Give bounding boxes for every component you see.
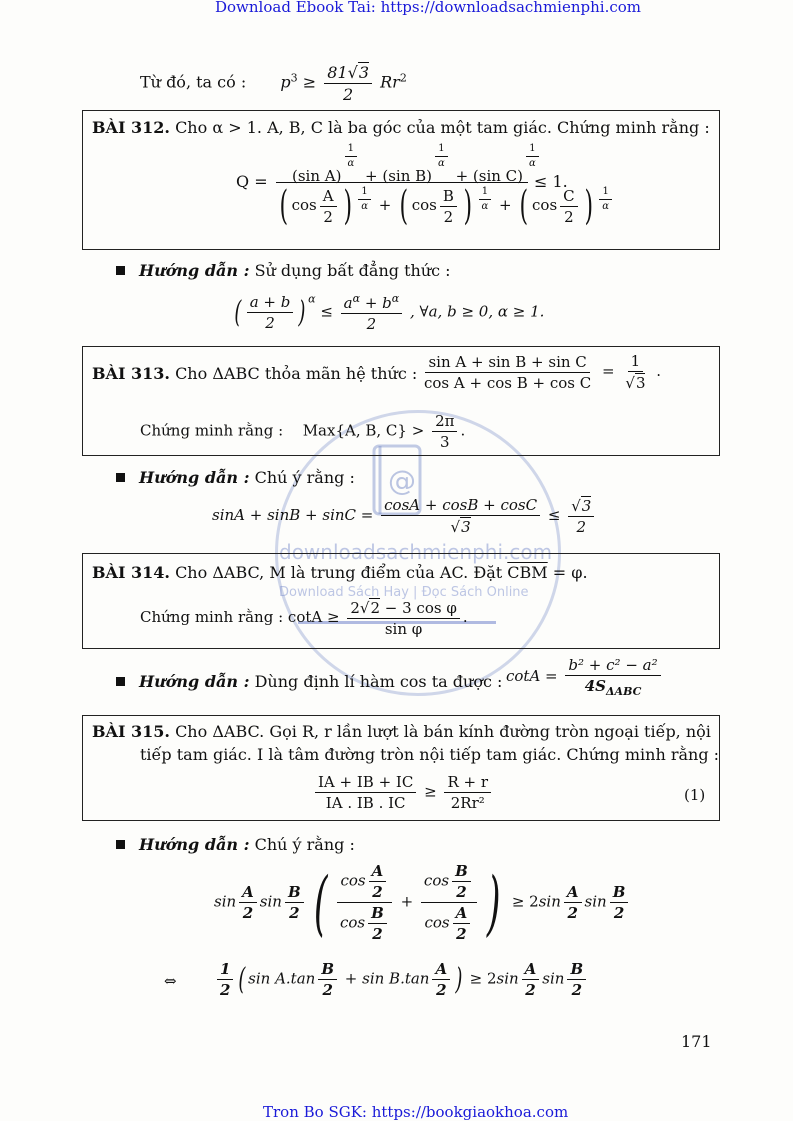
b313-rden: 3 bbox=[635, 374, 646, 392]
h315-two: 2 bbox=[571, 981, 583, 999]
hint-313-label: Hướng dẫn : bbox=[139, 468, 250, 487]
hint-312-label: Hướng dẫn : bbox=[139, 261, 250, 280]
intro-rhs: Rr bbox=[380, 72, 400, 92]
h315-cos: cos bbox=[339, 913, 366, 932]
b313-den: cos A + cos B + cos C bbox=[424, 373, 592, 392]
q-cos: cos bbox=[532, 196, 558, 214]
h315-one: 1 bbox=[217, 960, 233, 980]
h315-b: B bbox=[610, 883, 629, 903]
h312-cond: , ∀a, b ≥ 0, α ≥ 1. bbox=[410, 302, 545, 321]
problem-314-text: Cho ΔABC, M là trung điểm của AC. Đặt bbox=[175, 563, 503, 582]
bullet-icon bbox=[116, 677, 125, 686]
b315-rhs-num: R + r bbox=[444, 773, 491, 793]
h315-a: A bbox=[369, 862, 387, 882]
hint-315-iff: ⇔ bbox=[164, 972, 177, 990]
intro-lhs: p bbox=[280, 72, 291, 92]
hint-314 bbox=[116, 672, 502, 691]
h315-two: 2 bbox=[456, 925, 467, 943]
h312-lhs-num: a + b bbox=[247, 293, 294, 313]
watermark-site: downloadsachmienphi.com bbox=[279, 540, 553, 564]
h314-den-sub: ΔABC bbox=[606, 685, 642, 698]
problem-314-prove: Chứng minh rằng : cotA ≥ $\frac{\text{2√2 − 3 cos φ}}{\text{sin φ}}$ . bbox=[140, 599, 468, 638]
h315-ge: ≥ 2 bbox=[469, 969, 497, 988]
q-exp-num: 1 bbox=[345, 143, 357, 157]
h315-two: 2 bbox=[525, 981, 536, 999]
h315-sin: sin bbox=[538, 892, 561, 911]
problem-312-le1: ≤ 1. bbox=[534, 172, 568, 191]
intro-lead: Từ đó, ta có : bbox=[140, 72, 247, 92]
h314-lhs: cotA = bbox=[506, 667, 558, 686]
hint-314-label: Hướng dẫn : bbox=[139, 672, 250, 691]
hint-315-formula-1: sin $\frac{A}{2}$ sin $\frac{B}{2}$ ( cos $\frac{A}{2}$ cos $\frac{B}{2}$ + cos $\frac{B}{2}$ cos $\frac{A}{2}$ ) ≥ 2sin $\frac{A}{2}$ sin $\frac{B}{2}$ bbox=[214, 862, 631, 943]
h315-a: A bbox=[522, 960, 540, 980]
h315-a: A bbox=[432, 960, 450, 980]
problem-314-phi: = φ. bbox=[552, 563, 588, 582]
q-angle-a: A bbox=[320, 187, 337, 207]
svg-text:@: @ bbox=[388, 464, 416, 497]
h315-two: 2 bbox=[372, 883, 383, 901]
intro-ge: ≥ bbox=[302, 72, 317, 92]
h315-b: B bbox=[318, 960, 337, 980]
h315-two: 2 bbox=[613, 904, 625, 922]
hint-315 bbox=[116, 835, 355, 854]
q-plus: + bbox=[499, 196, 512, 214]
h315-two: 2 bbox=[567, 904, 578, 922]
b313-eq: = bbox=[602, 362, 615, 380]
bullet-icon bbox=[116, 266, 125, 275]
b313-pi-num: 2π bbox=[432, 412, 457, 432]
q-num-term-b: + (sin B) bbox=[365, 166, 433, 185]
h313-num: cosA + cosB + cosC bbox=[381, 496, 540, 516]
h313-rden: 2 bbox=[576, 518, 587, 536]
problem-314-angle: $\overline{CBM}$ bbox=[507, 563, 548, 582]
hint-315-label: Hướng dẫn : bbox=[139, 835, 250, 854]
h315-sin: sin bbox=[542, 969, 565, 988]
h315-a: A bbox=[564, 883, 582, 903]
q-exp-num: 1 bbox=[358, 186, 370, 200]
h315-line2-b: + sin B.tan bbox=[344, 969, 430, 988]
h315-b: B bbox=[452, 862, 471, 882]
problem-315-line2: tiếp tam giác. I là tâm đường tròn nội tiếp tam giác. Chứng minh rằng : bbox=[140, 745, 720, 764]
q-exp-den: α bbox=[481, 201, 489, 212]
problem-313-text: Cho ΔABC thỏa mãn hệ thức : bbox=[175, 364, 418, 383]
q-angle-b: B bbox=[440, 187, 457, 207]
problem-312-q-label: Q = bbox=[236, 172, 268, 191]
hint-312-text: Sử dụng bất đẳng thức : bbox=[254, 261, 451, 280]
h315-two: 2 bbox=[242, 904, 254, 922]
h312-lhs-exp: α bbox=[308, 292, 316, 306]
h313-le: ≤ bbox=[547, 506, 561, 524]
q-cos: cos bbox=[411, 196, 437, 214]
h312-lhs-den: 2 bbox=[265, 314, 275, 332]
h315-two: 2 bbox=[220, 981, 231, 999]
h315-two: 2 bbox=[436, 981, 447, 999]
b314-den: sin φ bbox=[384, 620, 423, 638]
h313-den: 3 bbox=[461, 518, 471, 536]
problem-313-equation: $\frac{\text{sin A + sin B + sin C}}{\text{cos A + cos B + cos C}}$ = $\frac{1}{√3}$ . bbox=[418, 352, 661, 392]
hint-313-text: Chú ý rằng : bbox=[254, 468, 355, 487]
b315-rhs-den: 2Rr² bbox=[450, 794, 485, 812]
intro-rhs-exp: 2 bbox=[399, 71, 407, 85]
hint-312 bbox=[116, 261, 451, 280]
b313-rnum: 1 bbox=[628, 352, 644, 372]
h312-rhs-mid: + b bbox=[364, 294, 392, 312]
q-exp-num: 1 bbox=[479, 186, 491, 200]
h315-sin: sin bbox=[259, 892, 282, 911]
intro-num: 81 bbox=[327, 63, 348, 82]
problem-312-title: BÀI 312. bbox=[92, 118, 170, 137]
bullet-icon bbox=[116, 473, 125, 482]
h313-lhs: sinA + sinB + sinC = bbox=[212, 506, 374, 524]
b313-prove-label: Chứng minh rằng : bbox=[140, 421, 284, 440]
q-two: 2 bbox=[564, 207, 574, 226]
h315-sin: sin bbox=[214, 892, 237, 911]
problem-312-denominator: ( cos $\frac{A}{2}$ ) $\frac{1}{\alpha}$ + ( cos $\frac{B}{2}$ ) $\frac{1}{\alpha}$ + ( cos $\frac{C}{2}$ ) $\frac{1}{\alpha}$ bbox=[276, 186, 615, 226]
h313-rnum: 3 bbox=[581, 497, 592, 515]
q-angle-c: C bbox=[560, 187, 577, 207]
q-exp-num: 1 bbox=[599, 186, 611, 200]
problem-312-statement bbox=[92, 118, 710, 137]
h315-a: A bbox=[453, 904, 471, 924]
problem-312-text: Cho α > 1. A, B, C là ba góc của một tam giác. Chứng minh rằng : bbox=[175, 118, 710, 137]
problem-313-prove bbox=[140, 412, 465, 451]
q-exp-den: α bbox=[361, 201, 368, 212]
b314-end: . bbox=[462, 608, 468, 626]
problem-315-formula bbox=[312, 773, 494, 812]
problem-314-title: BÀI 314. bbox=[92, 563, 170, 582]
b313-end: . bbox=[460, 421, 466, 440]
b315-lhs-den: IA . IB . IC bbox=[325, 794, 406, 812]
problem-314-statement bbox=[92, 563, 588, 582]
q-plus: + bbox=[378, 196, 392, 214]
hint-312-formula: ( $\frac{a + b}{2}$ ) $^\alpha$ ≤ $\frac{a^\alpha + b^\alpha}{2}$ , ∀a, b ≥ 0, α ≥ 1. bbox=[234, 292, 545, 333]
b314-prove-label: Chứng minh rằng : bbox=[140, 608, 284, 626]
q-exp-den: α bbox=[438, 158, 445, 169]
h315-plus: + bbox=[400, 892, 414, 911]
hint-313-formula: sinA + sinB + sinC = $\frac{\cos A + \cos B + \cos C}{√3}$ ≤ $\frac{√3}{2}$ bbox=[212, 496, 597, 536]
q-num-term-c: + (sin C) bbox=[455, 166, 524, 185]
h315-a: A bbox=[239, 883, 257, 903]
intro-sqrt: 3 bbox=[358, 63, 370, 82]
h314-den: 4S bbox=[584, 677, 606, 695]
bullet-icon bbox=[116, 840, 125, 849]
page-number: 171 bbox=[681, 1032, 712, 1051]
b315-lhs-num: IA + IB + IC bbox=[315, 773, 416, 793]
h315-cos: cos bbox=[424, 913, 450, 932]
problem-315-line1 bbox=[92, 722, 711, 741]
q-num-term-a: (sin A) bbox=[292, 166, 342, 185]
intro-frac: $\frac{81√3}{2}$ bbox=[324, 62, 372, 104]
intro-lhs-exp: 3 bbox=[290, 71, 298, 85]
b313-max: Max{A, B, C} > bbox=[302, 421, 425, 440]
h312-rhs-den: 2 bbox=[366, 315, 377, 333]
h315-two: 2 bbox=[372, 925, 383, 943]
h315-b: B bbox=[285, 883, 304, 903]
q-two: 2 bbox=[323, 207, 333, 226]
h315-ge: ≥ 2 bbox=[511, 892, 539, 911]
hint-313 bbox=[116, 468, 355, 487]
q-exp-num: 1 bbox=[435, 143, 447, 157]
h315-two: 2 bbox=[289, 904, 300, 922]
intro-den: 2 bbox=[343, 85, 354, 105]
b314-num-sqrt: 2 bbox=[370, 599, 380, 617]
q-two: 2 bbox=[443, 207, 454, 226]
h312-rhs-a: a bbox=[343, 294, 353, 312]
footer-sgk-link[interactable]: Tron Bo SGK: https://bookgiaokhoa.com bbox=[263, 1103, 569, 1121]
problem-315-text1: Cho ΔABC. Gọi R, r lần lượt là bán kính đường tròn ngoại tiếp, nội bbox=[175, 722, 711, 741]
hint-314-text: Dùng định lí hàm cos ta được : bbox=[254, 672, 503, 691]
h315-line2-a: sin A.tan bbox=[248, 969, 316, 988]
hint-315-formula-2: $\frac{1}{2}$ ( sin A.tan $\frac{B}{2}$ + sin B.tan $\frac{A}{2}$ ) ≥ 2sin $\frac{A}{2}$ sin $\frac{B}{2}$ bbox=[214, 960, 589, 999]
b313-pi-den: 3 bbox=[440, 433, 450, 451]
h312-rhs-exp: α bbox=[352, 292, 361, 305]
q-cos: cos bbox=[291, 196, 317, 214]
h315-sin: sin bbox=[496, 969, 519, 988]
watermark-slogan: Download Sách Hay | Đọc Sách Online bbox=[279, 585, 529, 600]
b313-num: sin A + sin B + sin C bbox=[425, 353, 589, 373]
h315-two: 2 bbox=[456, 883, 467, 901]
hint-314-formula bbox=[506, 656, 664, 698]
problem-312-numerator bbox=[292, 143, 542, 185]
q-exp-den: α bbox=[602, 201, 610, 212]
q-exp-num: 1 bbox=[526, 143, 538, 157]
h315-cos: cos bbox=[423, 871, 450, 890]
problem-315-tag: (1) bbox=[684, 786, 706, 804]
b315-ge: ≥ bbox=[424, 782, 437, 801]
problem-315-title: BÀI 315. bbox=[92, 722, 170, 741]
h315-b: B bbox=[567, 960, 586, 980]
problem-313-title: BÀI 313. bbox=[92, 364, 170, 383]
problem-313-statement bbox=[92, 364, 417, 383]
b313-end: . bbox=[656, 362, 662, 380]
hint-315-text: Chú ý rằng : bbox=[254, 835, 355, 854]
h315-cos: cos bbox=[340, 871, 366, 890]
h312-le: ≤ bbox=[320, 302, 333, 321]
intro-line bbox=[140, 62, 407, 104]
h312-rhs-exp: α bbox=[391, 292, 400, 305]
b314-num-a: 2 bbox=[350, 599, 360, 617]
q-exp-den: α bbox=[347, 158, 355, 169]
q-exp-den: α bbox=[529, 158, 536, 169]
h315-sin: sin bbox=[584, 892, 607, 911]
b314-lhs: cotA ≥ bbox=[287, 608, 340, 626]
b314-num-b: − 3 cos φ bbox=[380, 599, 457, 617]
header-download-link[interactable]: Download Ebook Tai: https://downloadsachmienphi.com bbox=[215, 0, 641, 16]
h315-b: B bbox=[368, 904, 387, 924]
h314-num: b² + c² − a² bbox=[565, 656, 660, 676]
h315-two: 2 bbox=[322, 981, 333, 999]
